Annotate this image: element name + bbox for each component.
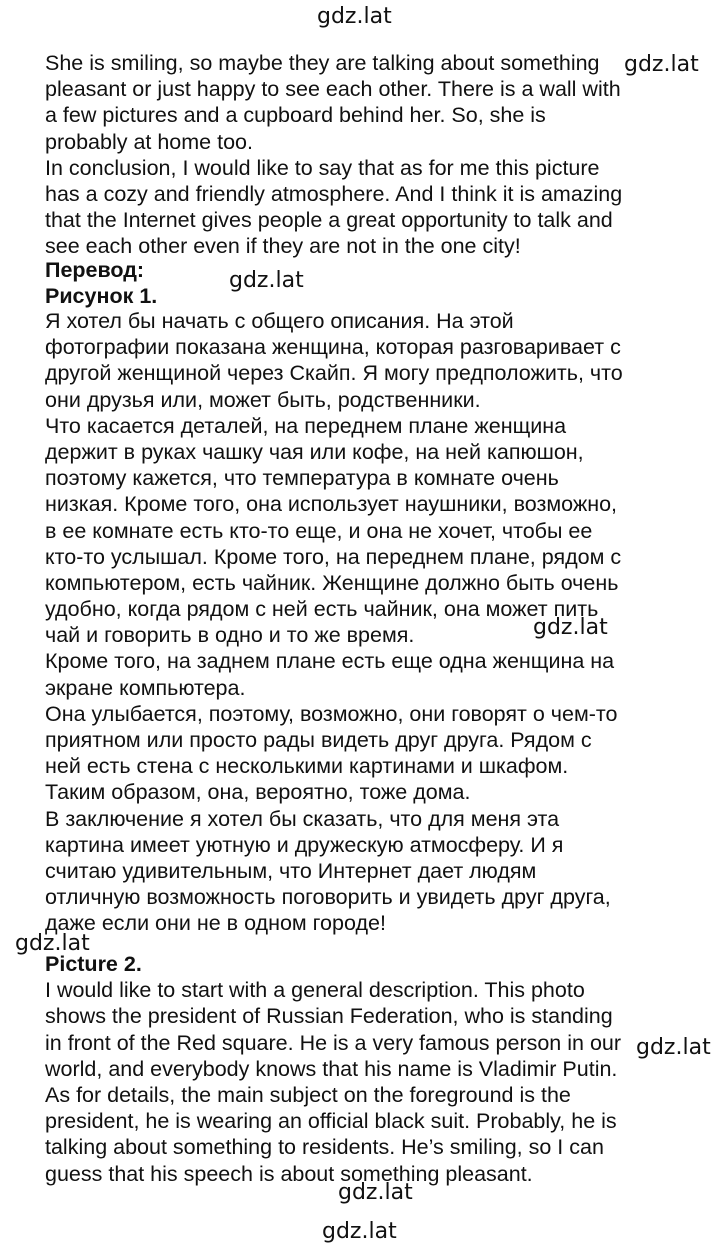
- text-line: приятном или просто рады видеть друг друга. Рядом с: [45, 728, 592, 752]
- text-line: Я хотел бы начать с общего описания. На этой: [45, 309, 514, 333]
- text-line: a few pictures and a cupboard behind her. So, she is: [45, 103, 546, 128]
- translation-heading-block: [45, 257, 645, 309]
- text-line: I would like to start with a general description. This photo: [45, 978, 585, 1003]
- text-line: probably at home too.: [45, 129, 253, 154]
- text-line: картина имеет уютную и дружескую атмосферу. И я: [45, 832, 564, 857]
- text-line: чай и говорить в одно и то же время.: [45, 623, 415, 648]
- text-line: другой женщиной через Скайп. Я могу предположить, что: [45, 361, 623, 386]
- watermark-right-2: gdz.lat: [636, 1035, 711, 1060]
- text-line: Таким образом, она, вероятно, тоже дома.: [45, 780, 471, 805]
- text-line: In conclusion, I would like to say that as for me this picture: [45, 155, 600, 180]
- watermark-mid-2: gdz.lat: [533, 615, 608, 640]
- text-line: As for details, the main subject on the foreground is the: [45, 1082, 571, 1107]
- text-line: В заключение я хотел бы сказать, что для меня эта: [45, 806, 560, 831]
- text-line: фотографии показана женщина, которая разговаривает с: [45, 335, 621, 360]
- watermark-right-1: gdz.lat: [624, 52, 699, 77]
- text-line: удобно, когда рядом с ней есть чайник, она может пить: [45, 597, 599, 622]
- text-line: in front of the Red square. He is a very famous person in our: [45, 1030, 622, 1055]
- picture-2-block: [45, 951, 645, 1187]
- watermark-bottom-1: gdz.lat: [338, 1180, 413, 1205]
- watermark-mid-1: gdz.lat: [229, 268, 304, 293]
- text-line: поэтому кажется, что температура в комнате очень: [45, 466, 559, 491]
- text-line: talking about something to residents. He’s smiling, so I can: [45, 1135, 604, 1160]
- text-line: компьютером, есть чайник. Женщине должно быть очень: [45, 570, 619, 595]
- text-line: see each other even if they are not in the one city!: [45, 234, 521, 259]
- english-paragraph-block: [45, 50, 645, 260]
- text-line: отличную возможность поговорить и увидеть друг друга,: [45, 885, 611, 910]
- text-line: считаю удивительным, что Интернет дает людям: [45, 858, 537, 883]
- text-line: guess that his speech is about something pleasant.: [45, 1161, 533, 1186]
- text-line: в ее комнате есть кто-то еще, и она не хочет, чтобы ее: [45, 518, 593, 543]
- text-line: president, he is wearing an official black suit. Probably, he is: [45, 1109, 617, 1134]
- picture-2-heading: Picture 2.: [45, 952, 142, 976]
- watermark-left-1: gdz.lat: [15, 931, 90, 956]
- translation-text-block: [45, 308, 645, 937]
- text-line: shows the president of Russian Federation, who is standing: [45, 1004, 613, 1029]
- text-line: ней есть стена с несколькими картинами и шкафом.: [45, 754, 569, 779]
- text-line: has a cozy and friendly atmosphere. And I think it is amazing: [45, 181, 623, 206]
- text-line: pleasant or just happy to see each other. There is a wall with: [45, 77, 621, 102]
- text-line: держит в руках чашку чая или кофе, на ней капюшон,: [45, 439, 584, 464]
- text-line: Она улыбается, поэтому, возможно, они говорят о чем-то: [45, 701, 618, 726]
- figure-1-heading: Рисунок 1.: [45, 284, 158, 309]
- text-line: Что касается деталей, на переднем плане женщина: [45, 413, 567, 438]
- translation-heading: Перевод:: [45, 258, 145, 282]
- text-line: world, and everybody knows that his name is Vladimir Putin.: [45, 1056, 618, 1081]
- text-line: экране компьютера.: [45, 675, 246, 700]
- text-line: Кроме того, на заднем плане есть еще одна женщина на: [45, 649, 615, 674]
- text-line: низкая. Кроме того, она использует наушники, возможно,: [45, 492, 618, 517]
- text-line: кто-то услышал. Кроме того, на переднем плане, рядом с: [45, 544, 622, 569]
- watermark-top: gdz.lat: [317, 4, 392, 29]
- text-line: даже если они не в одном городе!: [45, 911, 386, 936]
- text-line: She is smiling, so maybe they are talking about something: [45, 51, 600, 75]
- watermark-bottom-2: gdz.lat: [322, 1219, 397, 1244]
- text-line: они друзья или, может быть, родственники.: [45, 387, 481, 412]
- text-line: that the Internet gives people a great opportunity to talk and: [45, 208, 613, 233]
